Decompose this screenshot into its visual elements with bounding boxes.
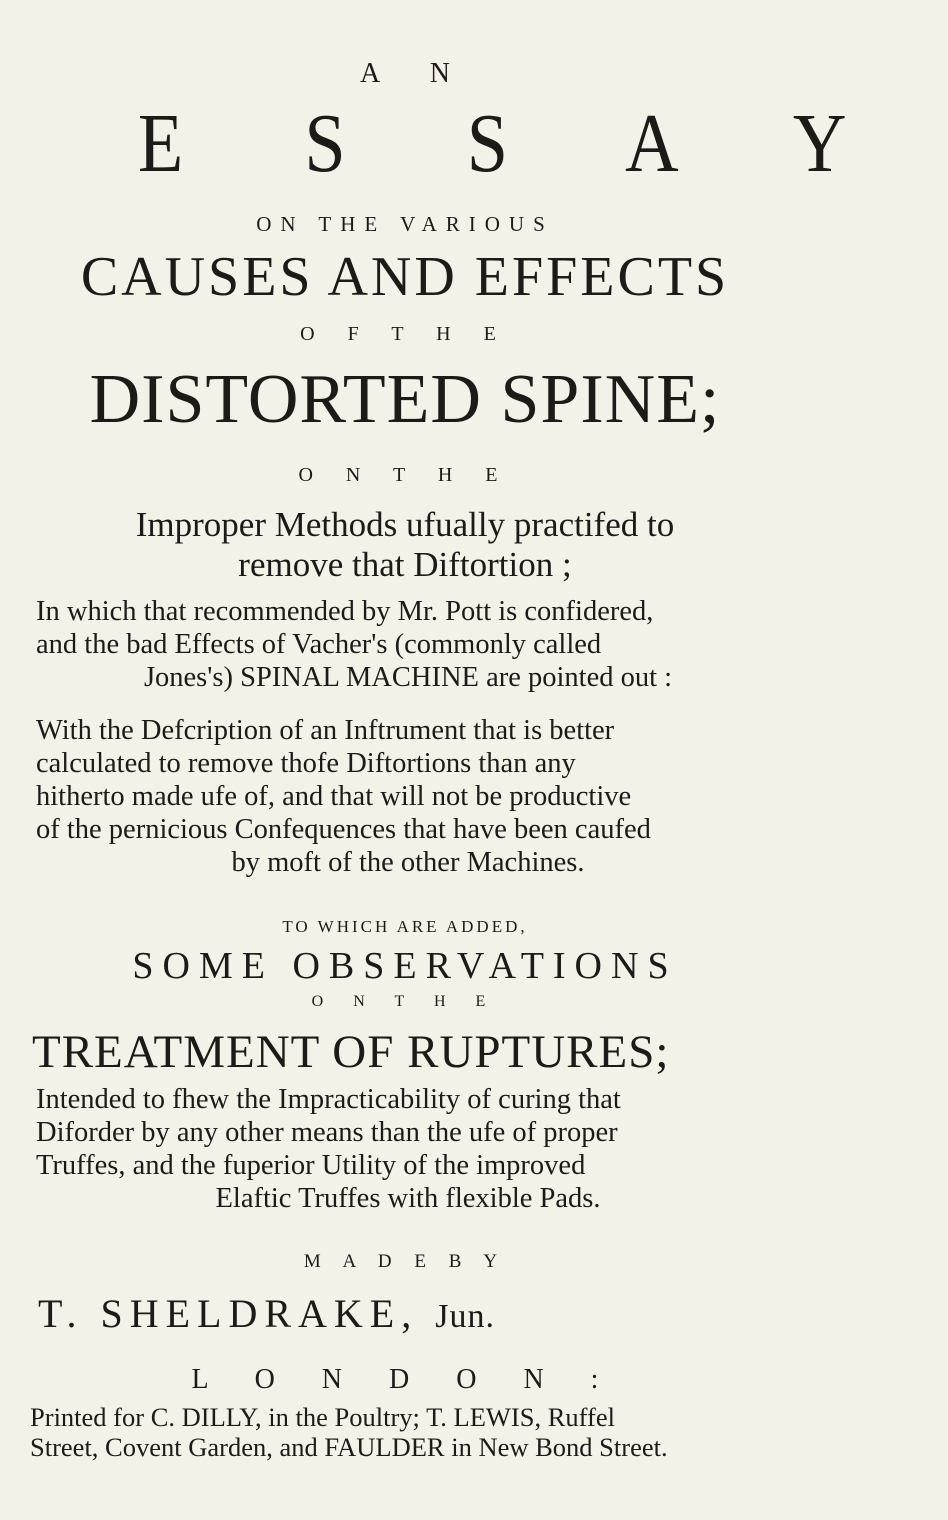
subtitle-on-the-various: ON THE VARIOUS	[256, 212, 554, 236]
connector-of-the: O F T H E	[300, 323, 510, 345]
paragraph-line: With the Defcription of an Inftrument that is better	[36, 715, 615, 746]
improper-methods-line-2: remove that Diftortion ;	[238, 545, 572, 584]
paragraph-line: by moft of the other Machines.	[231, 847, 585, 878]
paragraph-line: In which that recommended by Mr. Pott is confidered,	[36, 596, 654, 627]
paragraph-line: Diforder by any other means than the ufe of proper	[36, 1117, 618, 1148]
improper-methods-line-1: Improper Methods ufually practifed to	[135, 505, 675, 544]
imprint-line: Street, Covent Garden, and FAULDER in New Bond Street.	[30, 1432, 668, 1462]
made-by: M A D E B Y	[303, 1251, 507, 1272]
paragraph-pott-machine	[30, 595, 780, 694]
to-which-are-added: TO WHICH ARE ADDED,	[282, 917, 528, 936]
connector-on-the: O N T H E	[298, 464, 512, 486]
heading-causes-and-effects: CAUSES AND EFFECTS	[80, 246, 730, 308]
author-line	[30, 1291, 780, 1340]
connector-on-the-2: O N T H E	[311, 993, 499, 1010]
paragraph-ruptures	[30, 1083, 780, 1215]
paragraph-instrument	[30, 714, 780, 879]
improper-methods-block	[30, 505, 780, 585]
paragraph-line: of the pernicious Confequences that have been caufed	[36, 814, 651, 845]
paragraph-line: hitherto made ufe of, and that will not be productive	[36, 781, 632, 812]
paragraph-line: and the bad Effects of Vacher's (commonly called	[36, 629, 602, 660]
heading-some-observations: SOME OBSERVATIONS	[132, 945, 678, 987]
heading-distorted-spine: DISTORTED SPINE;	[89, 361, 721, 438]
paragraph-line: calculated to remove thofe Diftortions than any	[36, 748, 576, 779]
paragraph-line: Jones's) SPINAL MACHINE are pointed out :	[143, 662, 673, 693]
imprint-block	[30, 1402, 780, 1462]
imprint-london: L O N D O N :	[191, 1364, 619, 1395]
title-essay: E S S A Y	[137, 97, 898, 190]
author-suffix: Jun.	[435, 1298, 495, 1335]
author-name: T. SHELDRAKE,	[38, 1291, 419, 1336]
heading-treatment-of-ruptures: TREATMENT OF RUPTURES;	[32, 1026, 670, 1078]
article-an: A N	[360, 58, 472, 89]
imprint-line: Printed for C. DILLY, in the Poultry; T. LEWIS, Ruffel	[30, 1402, 615, 1432]
paragraph-line: Elaftic Truffes with flexible Pads.	[215, 1183, 601, 1214]
paragraph-line: Intended to fhew the Impracticability of curing that	[36, 1084, 621, 1115]
paragraph-line: Truffes, and the fuperior Utility of the improved	[36, 1150, 586, 1181]
